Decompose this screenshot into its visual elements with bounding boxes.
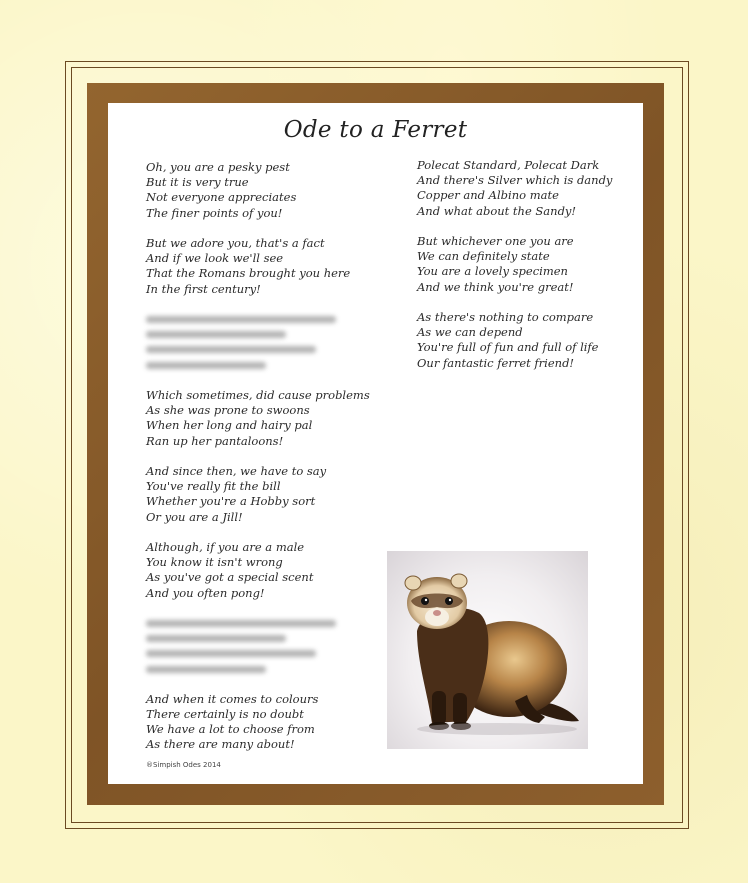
poem-line: You're full of fun and full of life [417,340,599,355]
poem-line: As there's nothing to compare [417,310,594,324]
poem-line: Not everyone appreciates [146,190,297,205]
poem-stanza [146,540,386,601]
poem-stanza [417,234,632,295]
poem-line: You know it isn't wrong [146,555,283,570]
poem-line: As you've got a special scent [146,570,314,585]
poem-line: Copper and Albino mate [417,188,559,203]
poem-line: In the first century! [146,281,261,296]
poem-stanza [146,160,386,221]
poem-title: Ode to a Ferret [283,117,468,143]
blurred-line [146,342,386,357]
poem-line: Although, if you are a male [146,539,305,554]
poem-line: And what about the Sandy! [417,203,577,218]
poem-line: But we adore you, that's a fact [146,236,325,250]
ferret-photo [387,551,588,749]
poem-line: You are a lovely specimen [417,264,568,279]
blurred-stanza [146,616,386,677]
poem-line: And if we look we'll see [146,251,284,266]
poem-stanza [146,236,386,297]
poem-stanza [146,692,386,753]
blurred-line [146,327,386,342]
blurred-line [146,631,386,646]
poem-line: You've really fit the bill [146,479,281,494]
poem-line: But it is very true [146,175,249,190]
poem-line: As she was prone to swoons [146,403,310,418]
poem-line: Polecat Standard, Polecat Dark [417,158,600,172]
blurred-line [146,662,386,677]
poem-line: But whichever one you are [417,234,574,248]
poem-line: Our fantastic ferret friend! [417,355,575,370]
poem-column-right [417,158,632,386]
blurred-line [146,312,386,327]
blurred-line [146,358,386,373]
poem-line: There certainly is no doubt [146,707,304,722]
poem-stanza [146,464,386,525]
poem-line: That the Romans brought you here [146,266,351,281]
poem-line: And when it comes to colours [146,691,319,706]
poem-line: And we think you're great! [417,279,574,294]
poem-sheet [108,103,643,784]
ferret-icon [387,551,588,749]
blurred-stanza [146,312,386,373]
poem-line: Or you are a Jill! [146,509,243,524]
poem-line: Which sometimes, did cause problems [146,387,370,402]
copyright-note: ®Simpish Odes 2014 [146,761,221,769]
poem-line: Whether you're a Hobby sort [146,494,316,509]
poem-line: The finer points of you! [146,205,283,220]
blurred-line [146,646,386,661]
poem-stanza [146,388,386,449]
poem-line: As there are many about! [146,737,295,752]
poem-line: And since then, we have to say [146,463,327,478]
poem-line: As we can depend [417,325,523,340]
poem-column-left [146,160,386,768]
poem-line: We have a lot to choose from [146,722,315,737]
poem-line: Oh, you are a pesky pest [146,160,290,174]
poem-line: And there's Silver which is dandy [417,173,613,188]
blurred-line [146,616,386,631]
poem-line: When her long and hairy pal [146,418,313,433]
poem-line: And you often pong! [146,585,265,600]
poem-stanza [417,310,632,371]
poem-line: We can definitely state [417,249,550,264]
poem-line: Ran up her pantaloons! [146,433,284,448]
poem-stanza [417,158,632,219]
